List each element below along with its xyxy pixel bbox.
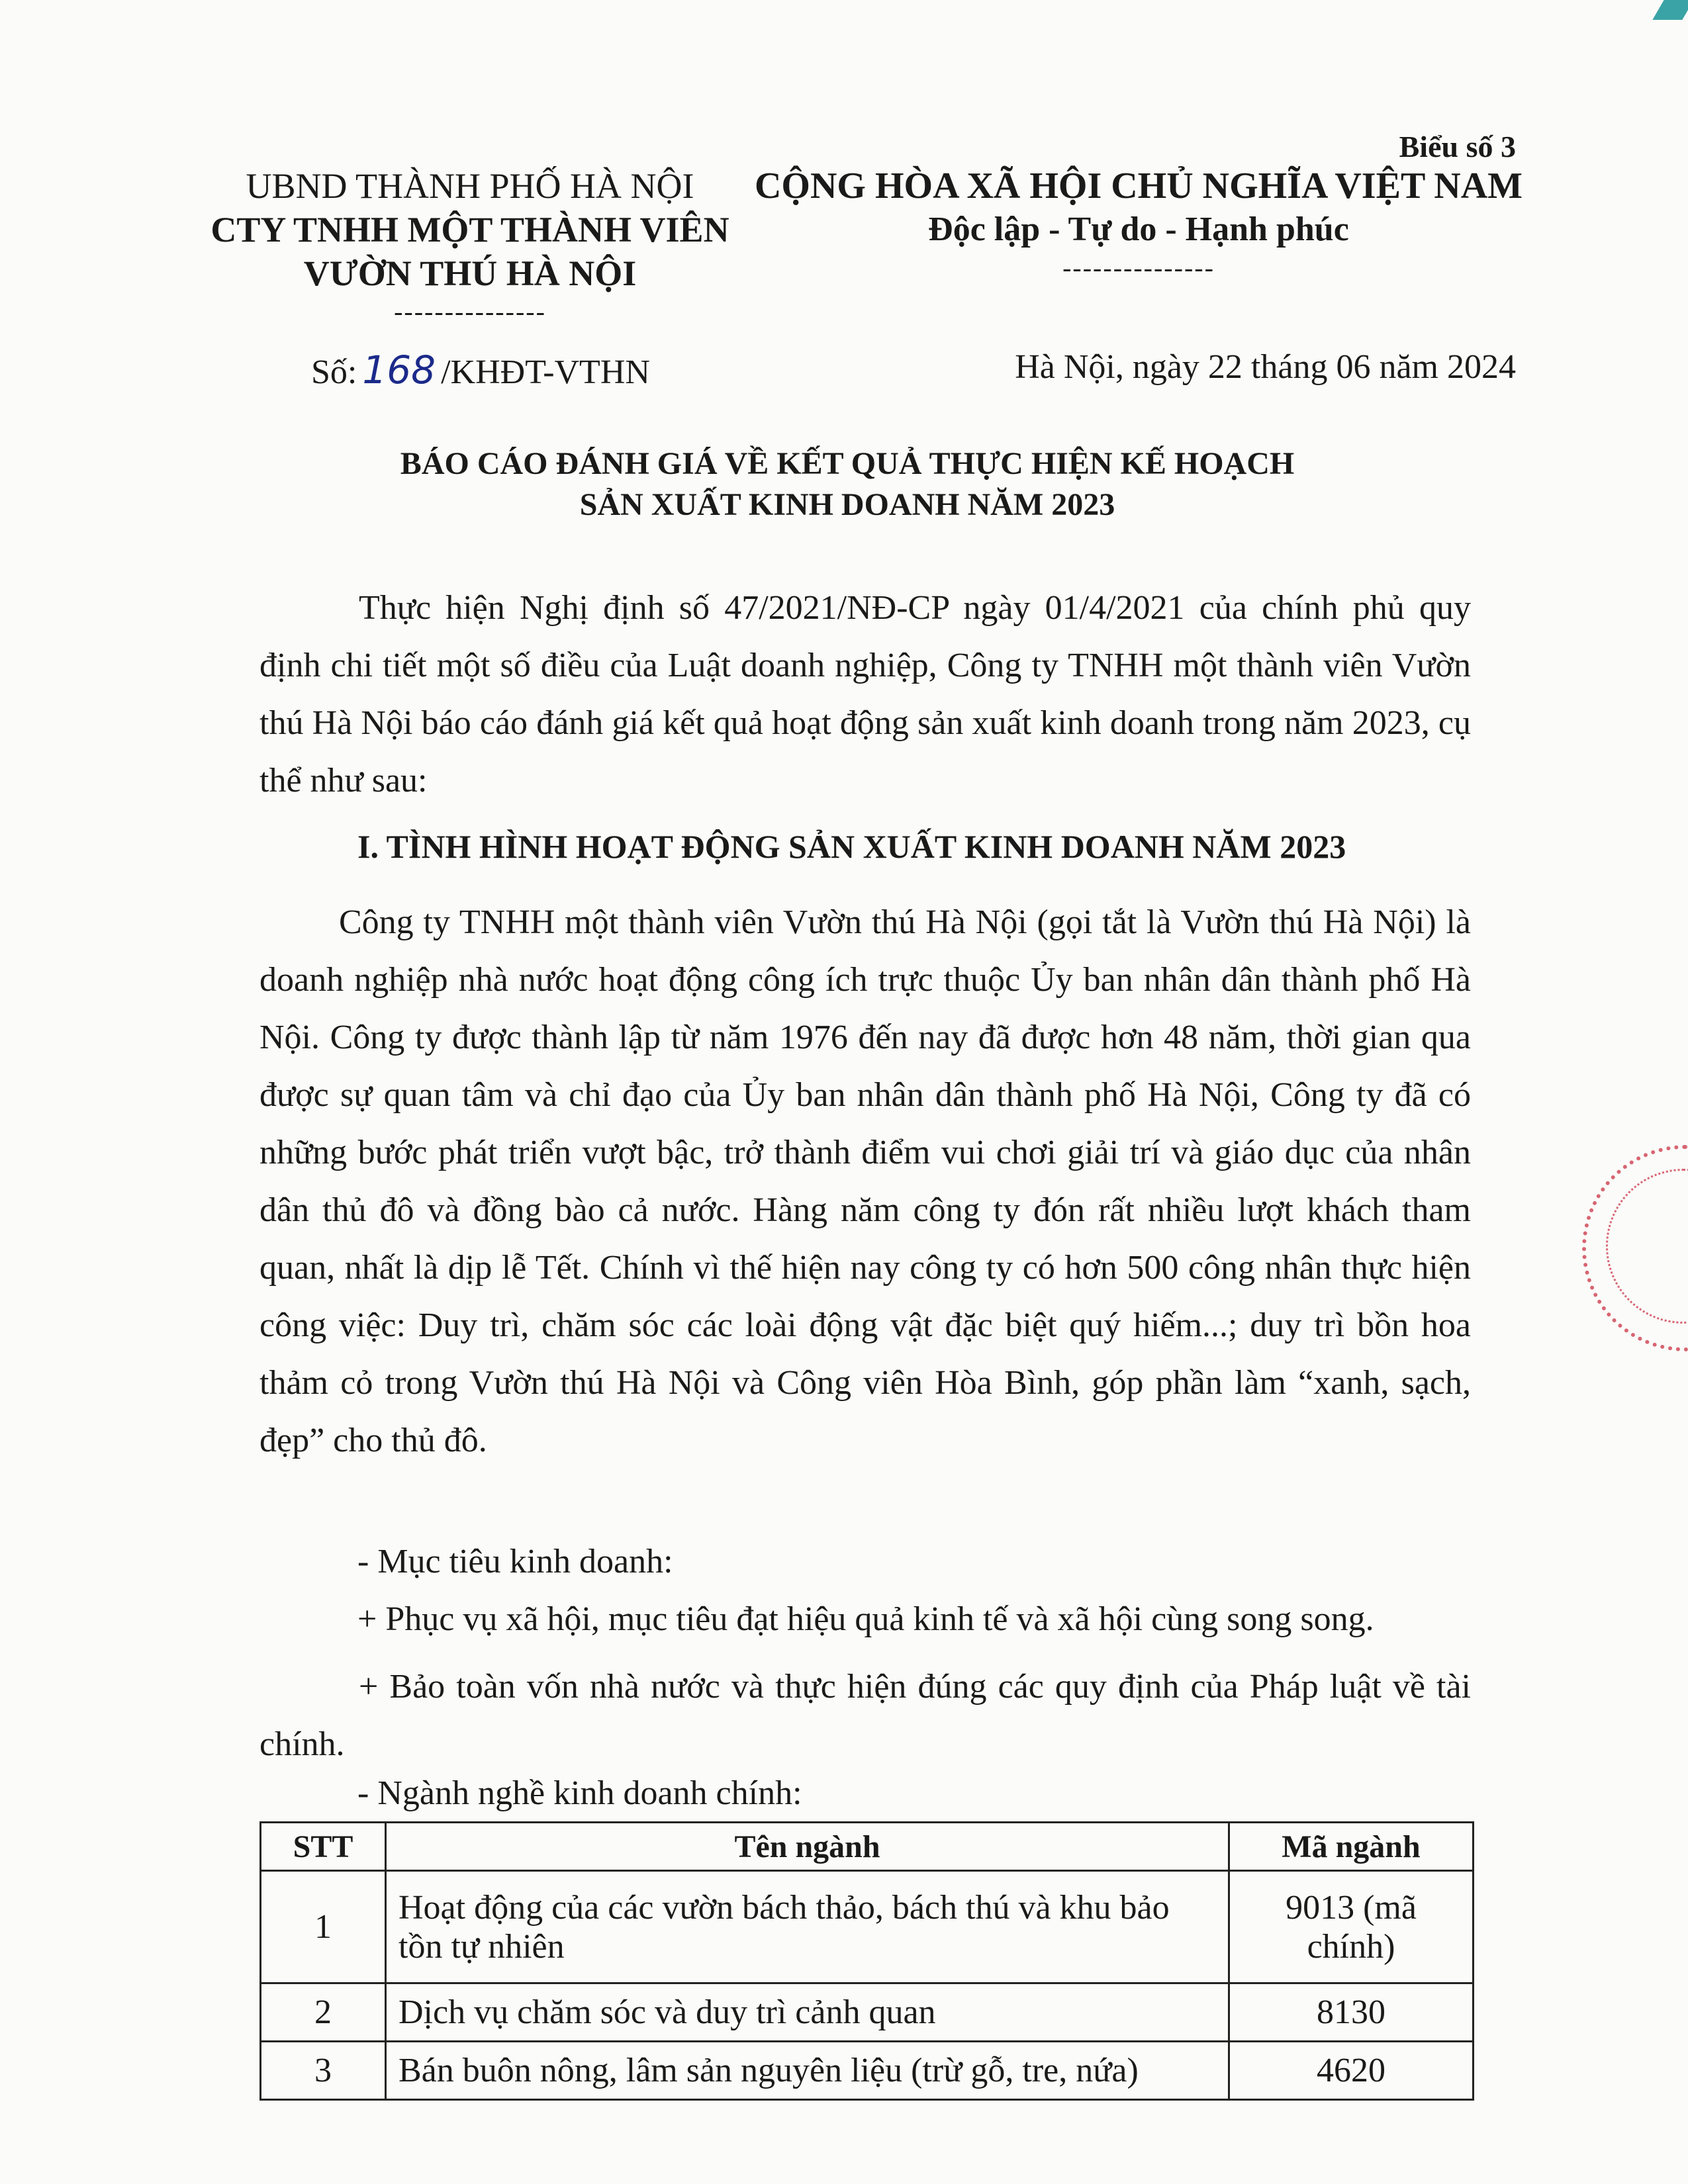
issuer-block (185, 164, 755, 328)
header-code: Mã ngành (1229, 1823, 1474, 1871)
national-motto: Độc lập - Tự do - Hạnh phúc (928, 210, 1349, 248)
issuer-rule: --------------- (394, 296, 546, 326)
title-line-2: SẢN XUẤT KINH DOANH NĂM 2023 (579, 487, 1115, 522)
national-motto-block (741, 164, 1536, 285)
row-stt: 1 (261, 1871, 386, 1983)
table-row (261, 2042, 1474, 2100)
header-name: Tên ngành (386, 1823, 1229, 1871)
motto-rule: --------------- (1062, 253, 1215, 283)
issuer-company-name: VƯỜN THÚ HÀ NỘI (303, 253, 637, 293)
document-number (311, 347, 650, 392)
section-heading-1: I. TÌNH HÌNH HOẠT ĐỘNG SẢN XUẤT KINH DOANH NĂM 2023 (357, 828, 1346, 865)
page-corner-mark (1652, 0, 1688, 20)
document-title (185, 443, 1509, 525)
form-number: Biểu số 3 (1399, 130, 1516, 163)
goal-heading: - Mục tiêu kinh doanh: (357, 1543, 673, 1580)
table-row (261, 1871, 1474, 1983)
header-stt: STT (261, 1823, 386, 1871)
business-heading: - Ngành nghề kinh doanh chính: (357, 1774, 802, 1812)
row-name: Dịch vụ chăm sóc và duy trì cảnh quan (386, 1983, 1229, 2042)
seal-inner-ring (1606, 1169, 1688, 1324)
issuer-parent: UBND THÀNH PHỐ HÀ NỘI (246, 166, 694, 206)
goal-item-2: + Bảo toàn vốn nhà nước và thực hiện đúng các quy định của Pháp luật về tài chính. (259, 1668, 1471, 1763)
row-code: 4620 (1229, 2042, 1474, 2100)
row-code: 8130 (1229, 1983, 1474, 2042)
row-stt: 3 (261, 2042, 386, 2100)
company-paragraph: Công ty TNHH một thành viên Vườn thú Hà Nội (gọi tắt là Vườn thú Hà Nội) là doanh nghiệp nhà nước hoạt động công ích trực thuộc Ủy ban nhân dân thành phố Hà Nội. Công ty được thành lập từ năm 1976 đến nay đã được hơn 48 năm, thời gian qua được sự quan tâm và chỉ đạo của Ủy ban nhân dân thành phố Hà Nội, Công ty đã có những bước phát triển vượt bậc, trở thành điểm vui chơi giải trí và giáo dục của nhân dân thủ đô và đồng bào cả nước. Hàng năm công ty đón rất nhiều lượt khách tham quan, nhất là dịp lễ Tết. Chính vì thế hiện nay công ty có hơn 500 công nhân thực hiện công việc: Duy trì, chăm sóc các loài động vật đặc biệt quý hiếm...; duy trì bồn hoa thảm cỏ trong Vườn thú Hà Nội và Công viên Hòa Bình, góp phần làm “xanh, sạch, đẹp” cho thủ đô. (259, 903, 1471, 1459)
row-name: Bán buôn nông, lâm sản nguyên liệu (trừ gỗ, tre, nứa) (386, 2042, 1229, 2100)
issuer-company: CTY TNHH MỘT THÀNH VIÊN (211, 210, 729, 250)
intro-paragraph: Thực hiện Nghị định số 47/2021/NĐ-CP ngày 01/4/2021 của chính phủ quy định chi tiết một số điều của Luật doanh nghiệp, Công ty TNHH một thành viên Vườn thú Hà Nội báo cáo đánh giá kết quả hoạt động sản xuất kinh doanh trong năm 2023, cụ thể như sau: (259, 589, 1471, 799)
doc-no-suffix: /KHĐT-VTHN (441, 353, 650, 391)
table-row (261, 1983, 1474, 2042)
goal-item-1: + Phục vụ xã hội, mục tiêu đạt hiệu quả kinh tế và xã hội cùng song song. (357, 1600, 1374, 1638)
title-line-1: BÁO CÁO ĐÁNH GIÁ VỀ KẾT QUẢ THỰC HIỆN KẾ HOẠCH (400, 446, 1295, 481)
row-name: Hoạt động của các vườn bách thảo, bách thú và khu bảo tồn tự nhiên (386, 1871, 1229, 1983)
business-lines-table (259, 1821, 1474, 2101)
row-code: 9013 (mã chính) (1229, 1871, 1474, 1983)
doc-no-prefix: Số: (311, 353, 357, 391)
row-stt: 2 (261, 1983, 386, 2042)
document-date: Hà Nội, ngày 22 tháng 06 năm 2024 (1015, 348, 1516, 386)
seal-stamp-icon (1582, 1145, 1688, 1351)
doc-no-handwritten: 168 (362, 347, 436, 392)
table-header-row (261, 1823, 1474, 1871)
national-name: CỘNG HÒA XÃ HỘI CHỦ NGHĨA VIỆT NAM (754, 165, 1523, 206)
